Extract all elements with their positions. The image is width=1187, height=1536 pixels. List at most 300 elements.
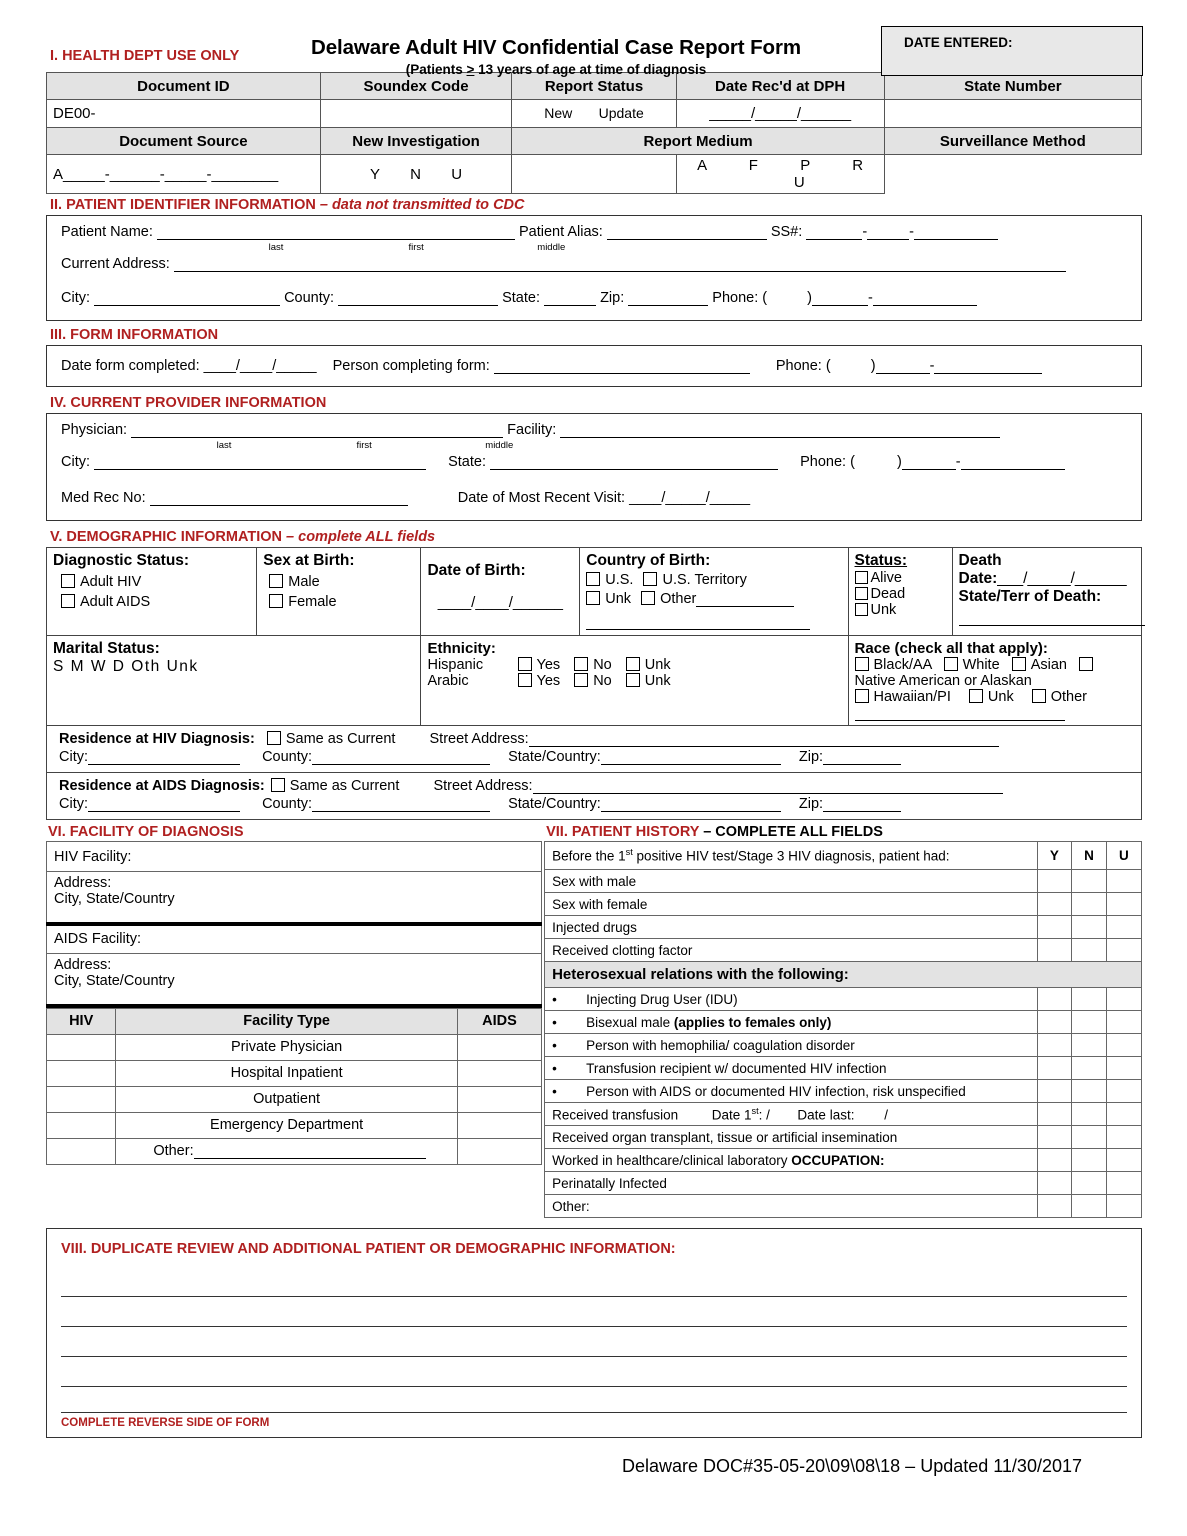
checkbox-other-country[interactable] (641, 591, 655, 605)
checkbox-aids-same-as-current[interactable] (271, 778, 285, 792)
answer-n-bisexual-male[interactable] (1072, 1011, 1107, 1034)
aids-city-state-label: City, State/Country (54, 973, 175, 989)
table-row (545, 988, 1142, 1011)
section-7-heading-main: VII. PATIENT HISTORY (546, 824, 700, 840)
section-5-heading-main: V. DEMOGRAPHIC INFORMATION (50, 529, 283, 545)
received-transfusion-label: Received transfusion (552, 1107, 679, 1123)
checkbox-us-territory[interactable] (643, 572, 657, 586)
label-arabic-no: No (593, 673, 612, 689)
section-7-heading-black: – COMPLETE ALL FIELDS (703, 824, 883, 840)
table-row (545, 1103, 1142, 1126)
checkbox-female[interactable] (269, 594, 283, 608)
checkbox-arabic-unk[interactable] (626, 673, 640, 687)
marital-status-label: Marital Status: (53, 640, 160, 657)
name-sub-last: last (268, 242, 284, 253)
header-surveillance-method: Surveillance Method (884, 128, 1141, 155)
residence-aids-cell (47, 773, 1142, 820)
state-number-field[interactable] (884, 100, 1141, 128)
country-of-birth-cell (580, 548, 848, 636)
label-dead: Dead (870, 586, 906, 602)
checkbox-race-other[interactable] (1032, 689, 1046, 703)
answer-n-organ-transplant[interactable] (1072, 1126, 1107, 1149)
facility-type-other (116, 1138, 458, 1164)
label-hispanic-yes: Yes (536, 657, 561, 673)
answer-y-transfusion-recipient[interactable] (1037, 1057, 1072, 1080)
hetero-row-hemophilia: • Person with hemophilia/ coagulation disorder (545, 1034, 1037, 1057)
answer-u-person-with-aids[interactable] (1106, 1080, 1141, 1103)
date-of-birth-cell[interactable] (421, 548, 580, 636)
report-status-field[interactable] (512, 100, 676, 128)
hiv-city-label: City: (59, 749, 88, 765)
checkbox-arabic-yes[interactable] (518, 673, 532, 687)
recent-visit-label: Date of Most Recent Visit: (457, 490, 626, 506)
sections-6-7-wrapper (46, 824, 1142, 1218)
city-county-row: City: County: State: Zip: Phone: ( ) - (61, 290, 1129, 306)
checkbox-hispanic-yes[interactable] (518, 657, 532, 671)
label-arabic-yes: Yes (536, 673, 561, 689)
label-hispanic-unk: Unk (644, 657, 671, 673)
med-rec-input[interactable] (150, 491, 408, 506)
transfusion-date-first-input[interactable]: : / (758, 1107, 770, 1123)
city-label: City: (61, 290, 90, 306)
notes-line-4[interactable] (61, 1357, 1127, 1387)
answer-n-other[interactable] (1072, 1195, 1107, 1218)
soundex-code-field[interactable] (320, 100, 512, 128)
date-recd-value: _____/_____/______ (709, 105, 852, 122)
hiv-city-input[interactable] (88, 750, 240, 765)
header-report-status: Report Status (512, 73, 676, 100)
sex-at-birth-label: Sex at Birth: (263, 552, 355, 569)
answer-y-sex-with-female[interactable] (1037, 893, 1072, 916)
answer-n-person-with-aids[interactable] (1072, 1080, 1107, 1103)
facility-other-input[interactable] (194, 1144, 426, 1159)
facility-of-diagnosis-table (46, 841, 542, 1008)
hiv-street-address-input[interactable] (529, 732, 999, 747)
provider-phone-label: Phone: ( (800, 454, 855, 470)
transfusion-date-last-input[interactable]: / (884, 1107, 888, 1123)
notes-line-2[interactable] (61, 1297, 1127, 1327)
new-investigation-option-u[interactable]: U (451, 165, 463, 183)
race-cell (848, 636, 1141, 726)
ss-part3-input[interactable] (914, 225, 998, 240)
checkbox-race-white[interactable] (944, 657, 958, 671)
answer-y-perinatally-infected[interactable] (1037, 1172, 1072, 1195)
provider-city-input[interactable] (94, 455, 426, 470)
hetero-label-bisexual-male-note: (applies to females only) (673, 1014, 832, 1030)
city-input[interactable] (94, 291, 280, 306)
answer-u-perinatally-infected[interactable] (1106, 1172, 1141, 1195)
notes-line-5[interactable] (61, 1387, 1127, 1413)
aids-state-country-input[interactable] (601, 797, 781, 812)
patient-name-label: Patient Name: (61, 224, 153, 240)
provider-city-row: City: State: Phone: ( ) - (61, 454, 1129, 490)
label-us: U.S. (605, 572, 634, 588)
physician-input[interactable] (131, 423, 503, 438)
country-of-birth-label: Country of Birth: (586, 552, 711, 569)
answer-u-sex-with-male[interactable] (1106, 870, 1141, 893)
table-row (47, 128, 1142, 155)
state-terr-death-input[interactable] (959, 611, 1145, 626)
date-entered-label: DATE ENTERED: (904, 35, 1013, 50)
facility-label: Facility: (507, 422, 557, 438)
hiv-check-emergency-department[interactable] (47, 1112, 116, 1138)
physician-sub-last: last (216, 440, 232, 451)
answer-n-worked-healthcare[interactable] (1072, 1149, 1107, 1172)
status-cell (848, 548, 952, 636)
hiv-county-input[interactable] (312, 750, 490, 765)
answer-y-injected-drugs[interactable] (1037, 916, 1072, 939)
physician-label: Physician: (61, 422, 128, 438)
answer-n-sex-with-female[interactable] (1072, 893, 1107, 916)
table-row (47, 773, 1142, 820)
med-rec-row (61, 490, 1129, 506)
surveillance-option-p[interactable]: P (800, 157, 810, 174)
answer-y-idu[interactable] (1037, 988, 1072, 1011)
answer-y-clotting-factor[interactable] (1037, 939, 1072, 962)
race-other-input[interactable] (855, 706, 1065, 721)
header-document-id: Document ID (47, 73, 321, 100)
answer-y-sex-with-male[interactable] (1037, 870, 1072, 893)
checkbox-unk-status[interactable] (855, 603, 868, 616)
aids-address-field[interactable] (47, 954, 542, 1006)
label-race-native: Native American or Alaskan (854, 673, 1032, 689)
health-dept-use-table (46, 72, 1142, 194)
checkbox-alive[interactable] (855, 571, 868, 584)
header-hiv-column: HIV (47, 1008, 116, 1034)
label-race-unk: Unk (987, 689, 1014, 705)
form-info-row: Date form completed: ____/____/_____ Person completing form: Phone: ( ) - (61, 358, 1129, 374)
checkbox-race-native[interactable] (1079, 657, 1093, 671)
form-phone-number-input[interactable] (934, 359, 1042, 374)
answer-y-person-with-aids[interactable] (1037, 1080, 1072, 1103)
checkbox-adult-aids[interactable] (61, 594, 75, 608)
table-row (47, 1060, 542, 1086)
table-row (47, 842, 542, 872)
section-2-heading-italic: – data not transmitted to CDC (319, 197, 525, 213)
surveillance-option-a[interactable]: A (697, 157, 707, 174)
answer-u-organ-transplant[interactable] (1106, 1126, 1141, 1149)
table-row (545, 870, 1142, 893)
aids-check-other[interactable] (457, 1138, 541, 1164)
person-completing-input[interactable] (494, 359, 750, 374)
surveillance-option-r[interactable]: R (852, 157, 864, 174)
table-row (545, 842, 1142, 870)
aids-address-label: Address: (54, 957, 112, 973)
header-date-recd: Date Rec'd at DPH (676, 73, 884, 100)
label-unk-country: Unk (605, 591, 632, 607)
hetero-row-bisexual-male: • Bisexual male (applies to females only) (545, 1011, 1037, 1034)
history-prompt-pre: Before the 1 (552, 848, 626, 864)
date-of-birth-input[interactable]: ____/____/______ (437, 594, 563, 611)
report-status-option-new[interactable]: New (544, 105, 573, 121)
recent-visit-input[interactable]: ____/_____/_____ (629, 490, 751, 506)
section-2-heading-main: II. PATIENT IDENTIFIER INFORMATION (50, 197, 316, 213)
form-phone-label: Phone: ( (775, 358, 831, 374)
table-row (545, 1149, 1142, 1172)
header-col-y: Y (1037, 842, 1072, 870)
hiv-address-label: Address: (54, 875, 112, 891)
table-row (545, 893, 1142, 916)
document-footer: Delaware DOC#35-05-20\09\08\18 – Updated 11/30/2017 (622, 1456, 1082, 1476)
county-input[interactable] (338, 291, 498, 306)
hiv-zip-input[interactable] (823, 750, 901, 765)
facility-type-outpatient: Outpatient (116, 1086, 458, 1112)
answer-u-sex-with-female[interactable] (1106, 893, 1141, 916)
checkbox-male[interactable] (269, 574, 283, 588)
history-row-sex-with-male: Sex with male (545, 870, 1037, 893)
checkbox-race-asian[interactable] (1012, 657, 1026, 671)
other-country-input[interactable] (696, 592, 794, 607)
checkbox-race-black[interactable] (855, 657, 869, 671)
aids-street-address-input[interactable] (533, 779, 1003, 794)
hiv-address-field[interactable] (47, 872, 542, 924)
name-sub-middle: middle (537, 242, 566, 253)
table-row (545, 1034, 1142, 1057)
answer-n-received-transfusion[interactable] (1072, 1103, 1107, 1126)
death-date-input[interactable]: ___/_____/______ (997, 570, 1127, 587)
answer-n-clotting-factor[interactable] (1072, 939, 1107, 962)
provider-city-label: City: (61, 454, 90, 470)
surveillance-option-u[interactable]: U (793, 174, 805, 191)
aids-check-private-physician[interactable] (457, 1034, 541, 1060)
answer-y-organ-transplant[interactable] (1037, 1126, 1072, 1149)
checkbox-race-hawaiian[interactable] (855, 689, 869, 703)
aids-zip-label: Zip: (798, 796, 824, 812)
notes-line-3[interactable] (61, 1327, 1127, 1357)
table-row (47, 1008, 542, 1034)
answer-y-hemophilia[interactable] (1037, 1034, 1072, 1057)
history-prompt-sup: st (625, 847, 633, 858)
table-row (545, 1126, 1142, 1149)
answer-u-bisexual-male[interactable] (1106, 1011, 1141, 1034)
patient-name-row: Patient Name: Patient Alias: SS#: - - last first middle (61, 224, 1129, 256)
patient-name-input[interactable] (157, 225, 515, 240)
aids-check-hospital-inpatient[interactable] (457, 1060, 541, 1086)
marital-status-options[interactable]: S M W D Oth Unk (53, 658, 199, 675)
answer-n-perinatally-infected[interactable] (1072, 1172, 1107, 1195)
provider-state-input[interactable] (490, 455, 778, 470)
history-row-clotting-factor: Received clotting factor (545, 939, 1037, 962)
answer-n-transfusion-recipient[interactable] (1072, 1057, 1107, 1080)
patient-alias-input[interactable] (607, 225, 767, 240)
occupation-label[interactable]: OCCUPATION: (791, 1152, 885, 1168)
answer-n-idu[interactable] (1072, 988, 1107, 1011)
history-prompt-post: positive HIV test/Stage 3 HIV diagnosis, patient had: (632, 848, 950, 864)
facility-other-label: Other: (153, 1143, 194, 1159)
table-row (545, 1011, 1142, 1034)
facility-type-hospital-inpatient: Hospital Inpatient (116, 1060, 458, 1086)
table-row (47, 155, 1142, 194)
checkbox-hispanic-no[interactable] (574, 657, 588, 671)
answer-u-clotting-factor[interactable] (1106, 939, 1141, 962)
physician-sub-first: first (356, 440, 372, 451)
new-investigation-field[interactable] (320, 155, 512, 194)
answer-u-received-transfusion[interactable] (1106, 1103, 1141, 1126)
checkbox-adult-hiv[interactable] (61, 574, 75, 588)
label-race-black: Black/AA (873, 657, 932, 673)
checkbox-unk-country[interactable] (586, 591, 600, 605)
ethnicity-hispanic-label: Hispanic (427, 657, 484, 673)
surveillance-option-f[interactable]: F (748, 157, 758, 174)
provider-phone-area-input[interactable] (902, 455, 956, 470)
table-row (545, 939, 1142, 962)
section-7-column (544, 824, 1142, 1218)
answer-u-hemophilia[interactable] (1106, 1034, 1141, 1057)
current-address-row (61, 256, 1129, 290)
answer-u-other[interactable] (1106, 1195, 1141, 1218)
answer-y-received-transfusion[interactable] (1037, 1103, 1072, 1126)
aids-check-emergency-department[interactable] (457, 1112, 541, 1138)
checkbox-race-unk[interactable] (969, 689, 983, 703)
section-5-heading-italic: – complete ALL fields (286, 529, 436, 545)
table-row (545, 1057, 1142, 1080)
answer-y-worked-healthcare[interactable] (1037, 1149, 1072, 1172)
hetero-label-hemophilia: Person with hemophilia/ coagulation disorder (586, 1037, 855, 1053)
date-form-completed-input[interactable]: ____/____/_____ (203, 358, 317, 374)
status-label: Status: (854, 552, 908, 569)
answer-u-injected-drugs[interactable] (1106, 916, 1141, 939)
provider-state-label: State: (448, 454, 486, 470)
hiv-zip-label: Zip: (798, 749, 824, 765)
history-row-received-transfusion (545, 1103, 1037, 1126)
form-header (46, 0, 1142, 77)
label-race-white: White (962, 657, 1000, 673)
label-aids-same-as-current: Same as Current (289, 778, 400, 794)
answer-u-worked-healthcare[interactable] (1106, 1149, 1141, 1172)
history-row-worked-healthcare (545, 1149, 1037, 1172)
history-row-sex-with-female: Sex with female (545, 893, 1037, 916)
table-row (47, 636, 1142, 726)
aids-city-input[interactable] (88, 797, 240, 812)
aids-zip-input[interactable] (823, 797, 901, 812)
report-medium-field[interactable] (512, 155, 676, 194)
date-entered-box[interactable] (881, 26, 1143, 76)
document-id-field[interactable]: DE00- (47, 100, 321, 128)
table-row (47, 924, 542, 954)
form-phone-area-input[interactable] (876, 359, 930, 374)
death-date-label: Date: (958, 570, 998, 587)
section-5-heading (50, 529, 1142, 545)
hiv-county-label: County: (262, 749, 313, 765)
phone-area-input[interactable] (812, 291, 868, 306)
history-prompt (545, 842, 1037, 870)
header-aids-column: AIDS (457, 1008, 541, 1034)
label-race-hawaiian: Hawaiian/PI (873, 689, 951, 705)
death-label: Death (958, 552, 1002, 569)
document-source-field[interactable] (47, 155, 321, 194)
answer-n-hemophilia[interactable] (1072, 1034, 1107, 1057)
hiv-check-private-physician[interactable] (47, 1034, 116, 1060)
patient-identifier-box (46, 215, 1142, 321)
aids-county-label: County: (262, 796, 313, 812)
table-row (47, 1138, 542, 1164)
residence-aids-label: Residence at AIDS Diagnosis: (59, 778, 265, 794)
answer-u-transfusion-recipient[interactable] (1106, 1057, 1141, 1080)
new-investigation-option-y[interactable]: Y (370, 165, 380, 183)
table-row (47, 1034, 542, 1060)
table-row (47, 548, 1142, 636)
hiv-city-state-label: City, State/Country (54, 891, 175, 907)
ss-part2-input[interactable] (867, 225, 909, 240)
hiv-check-hospital-inpatient[interactable] (47, 1060, 116, 1086)
header-col-u: U (1106, 842, 1141, 870)
surveillance-method-field[interactable] (676, 155, 884, 194)
hetero-label-bisexual-male: Bisexual male (586, 1014, 674, 1030)
date-of-birth-label: Date of Birth: (427, 562, 526, 579)
hiv-check-other[interactable] (47, 1138, 116, 1164)
new-investigation-option-n[interactable]: N (410, 165, 421, 183)
section-6-column (46, 824, 542, 1218)
aids-check-outpatient[interactable] (457, 1086, 541, 1112)
demographic-table (46, 547, 1142, 820)
current-address-label: Current Address: (61, 256, 170, 272)
label-adult-hiv: Adult HIV (80, 574, 142, 590)
state-input[interactable] (544, 291, 596, 306)
zip-input[interactable] (628, 291, 708, 306)
section-6-heading: VI. FACILITY OF DIAGNOSIS (48, 824, 244, 840)
notes-line-1[interactable] (61, 1267, 1127, 1297)
hiv-check-outpatient[interactable] (47, 1086, 116, 1112)
label-other-country: Other (660, 591, 697, 607)
hiv-facility-field[interactable]: HIV Facility: (47, 842, 542, 872)
provider-phone-number-input[interactable] (961, 455, 1065, 470)
header-facility-type: Facility Type (116, 1008, 458, 1034)
answer-n-sex-with-male[interactable] (1072, 870, 1107, 893)
table-row (47, 1086, 542, 1112)
ss-part1-input[interactable] (806, 225, 862, 240)
aids-county-input[interactable] (312, 797, 490, 812)
hetero-row-person-with-aids: • Person with AIDS or documented HIV infection, risk unspecified (545, 1080, 1037, 1103)
checkbox-us[interactable] (586, 572, 600, 586)
transfusion-date-first-label: Date 1 (711, 1107, 752, 1123)
report-status-option-update[interactable]: Update (598, 105, 644, 121)
section-1-heading: I. HEALTH DEPT USE ONLY (50, 48, 240, 64)
hiv-street-address-label: Street Address: (429, 731, 529, 747)
table-row (47, 872, 542, 924)
current-address-input[interactable] (174, 257, 1066, 272)
person-completing-label: Person completing form: (332, 358, 490, 374)
answer-u-idu[interactable] (1106, 988, 1141, 1011)
hetero-label-idu: Injecting Drug User (IDU) (586, 991, 738, 1007)
answer-y-other[interactable] (1037, 1195, 1072, 1218)
transfusion-date-first-sup: st (751, 1105, 759, 1116)
date-recd-field[interactable] (676, 100, 884, 128)
aids-city-label: City: (59, 796, 88, 812)
history-row-other[interactable]: Other: (545, 1195, 1037, 1218)
hetero-row-transfusion-recipient: • Transfusion recipient w/ documented HIV infection (545, 1057, 1037, 1080)
answer-y-bisexual-male[interactable] (1037, 1011, 1072, 1034)
phone-number-input[interactable] (873, 291, 977, 306)
answer-n-injected-drugs[interactable] (1072, 916, 1107, 939)
header-soundex-code: Soundex Code (320, 73, 512, 100)
table-row (545, 916, 1142, 939)
checkbox-hispanic-unk[interactable] (626, 657, 640, 671)
county-label: County: (284, 290, 335, 306)
ethnicity-arabic-label: Arabic (427, 673, 469, 689)
aids-facility-field[interactable]: AIDS Facility: (47, 924, 542, 954)
facility-input[interactable] (560, 423, 1000, 438)
hiv-state-country-input[interactable] (601, 750, 781, 765)
checkbox-hiv-same-as-current[interactable] (267, 731, 281, 745)
aids-street-address-label: Street Address: (433, 778, 533, 794)
label-male: Male (288, 574, 320, 590)
country-of-birth-extra-input[interactable] (586, 615, 810, 630)
diagnostic-status-cell (47, 548, 257, 636)
checkbox-arabic-no[interactable] (574, 673, 588, 687)
page-title: Delaware Adult HIV Confidential Case Report Form (311, 36, 801, 59)
checkbox-dead[interactable] (855, 587, 868, 600)
name-sub-first: first (408, 242, 424, 253)
